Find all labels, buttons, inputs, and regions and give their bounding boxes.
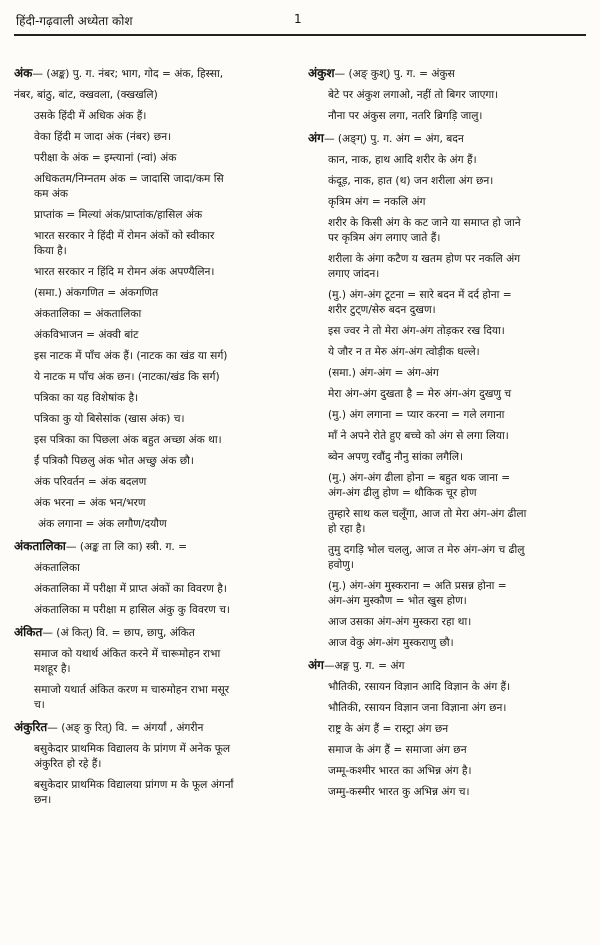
dictionary-entry: [308, 131, 586, 650]
headword: अंग: [308, 131, 324, 145]
entry-line: जम्मू-कश्मीर भारत का अभिन्न अंग है।: [328, 765, 472, 777]
entry-line: मशहूर है।: [34, 663, 71, 675]
entry-line: छन।: [34, 794, 52, 806]
left-column: [14, 66, 292, 815]
entry-line: (समा.) अंकगणित = अंकगणित: [34, 287, 159, 299]
entry-line: अंकतालिका = अंकतालिका: [34, 308, 142, 320]
entry-line: ब्वेन अपणु रवौंदु नौनु सांका लगैलि।: [328, 451, 464, 463]
entry-line: इस नाटक में पाँच अंक हैं। (नाटक का खंड या सर्ग): [34, 350, 228, 362]
entry-line: ये नाटक म पाँच अंक छन। (नाटका/खंड कि सर्ग): [34, 371, 220, 383]
headword-definition: — (अं कित्) वि. = छाप, छापु, अंकित: [42, 627, 195, 639]
entry-line: (मु.) अंग-अंग टूटना = सारे बदन में दर्द होना =: [328, 289, 512, 301]
entry-line: ये जौर न त मेरु अंग-अंग त्वोड़ीक धल्ले।: [328, 346, 480, 358]
entry-line: अंक लगाना = अंक लगौण/दयौण: [38, 518, 167, 530]
entry-headline: [308, 658, 586, 673]
entry-line: परीक्षा के अंक = इम्त्यानां (न्वां) अंक: [34, 152, 177, 164]
entry-line: भौतिकी, रसायन विज्ञान आदि विज्ञान के अंग हैं।: [328, 681, 511, 693]
entry-line: (मु.) अंग लगाना = प्यार करना = गले लगाना: [328, 409, 505, 421]
book-title: हिंदी-गढ़वाली अध्येता कोश: [16, 14, 133, 28]
entry-line: पत्रिका का यह विशेषांक है।: [34, 392, 139, 404]
dictionary-entry: [14, 625, 292, 712]
page-number: 1: [294, 12, 302, 26]
entry-line: अंकतालिका में परीक्षा में प्राप्त अंकों का विवरण है।: [34, 583, 227, 595]
entry-line: (समा.) अंग-अंग = अंग-अंग: [328, 367, 439, 379]
entry-line: किया है।: [34, 245, 67, 257]
entry-line: अंकतालिका: [34, 562, 80, 574]
entry-line: लगाए जांदन।: [328, 268, 380, 280]
entry-line: कंदूड़, नाक, हात (थ) जन शरीला अंग छन।: [328, 175, 494, 187]
entry-line: अंकुरित हो रहे हैं।: [34, 758, 102, 770]
entry-line: शरीर टुट्ण/सेरु बदन दुखण।: [328, 304, 436, 316]
entry-line: बसुकेदार प्राथमिक विद्यालया प्रांगण म के फूल अंगर्नां: [34, 779, 234, 791]
dictionary-entry: [14, 720, 292, 807]
dictionary-entry: [308, 66, 586, 123]
entry-line: राष्ट्र के अंग हैं = रास्ट्रा अंग छन: [328, 723, 449, 735]
entry-line: नंबर, बांठु, बांट, क्खवला, (क्खखलि): [14, 89, 158, 101]
right-column: [308, 66, 586, 807]
entry-line: हवोणु।: [328, 559, 354, 571]
entry-line: अंक भरना = अंक भन/भरण: [34, 497, 146, 509]
entry-line: शरीर के किसी अंग के कट जाने या समाप्त हो जाने: [328, 217, 521, 229]
entry-line: तुमु दगड़ि भोल चललु, आज त मेरु अंग-अंग च ढीलु: [328, 544, 525, 556]
entry-line: आज उसका अंग-अंग मुस्करा रहा था।: [328, 616, 472, 628]
entry-line: मेरा अंग-अंग दुखता है = मेरु अंग-अंग दुखणु च: [328, 388, 512, 400]
entry-line: समाज को यथार्थ अंकित करने में चारूमोहन राभा: [34, 648, 221, 660]
page-header: [14, 6, 586, 36]
headword: अंकुरित: [14, 720, 48, 734]
entry-line: हो रहा है।: [328, 523, 366, 535]
entry-line: आज वेकु अंग-अंग मुस्कराणु छौ।: [328, 637, 454, 649]
entry-line: बेटे पर अंकुश लगाओ, नहीं तो बिगर जाएगा।: [328, 89, 499, 101]
headword-definition: — (अङ् कु रित्) वि. = अंगर्यां , अंगरीन: [47, 722, 204, 734]
headword: अंग: [308, 658, 324, 672]
entry-line: माँ ने अपने रोते हुए बच्चे को अंग से लगा लिया।: [328, 430, 509, 442]
entry-line: नौना पर अंकुस लगा, नतरि ब्रिगड़ि जालु।: [328, 110, 483, 122]
entry-line: कृत्रिम अंग = नकलि अंग: [328, 196, 426, 208]
entry-line: अधिकतम/निम्नतम अंक = जादासि जादा/कम सि: [34, 173, 224, 185]
entry-line: बसुकेदार प्राथमिक विद्यालय के प्रांगण में अनेक फूल: [34, 743, 231, 755]
entry-headline: [14, 720, 292, 735]
entry-line: पत्रिका कु यो बिसेसांक (खास अंक) च।: [34, 413, 185, 425]
entry-line: भारत सरकार ने हिंदी में रोमन अंकों को स्वीकार: [34, 230, 215, 242]
dictionary-entry: [14, 539, 292, 617]
entry-line: अंकतालिका म परीक्षा म हासिल अंकु कु विवरण च।: [34, 604, 230, 616]
entry-line: कान, नाक, हाथ आदि शरीर के अंग हैं।: [328, 154, 477, 166]
entry-line: उसके हिंदी में अधिक अंक हैं।: [34, 110, 147, 122]
headword: अंकतालिका: [14, 539, 66, 553]
headword-definition: — (अङ् कुश्) पु. ग. = अंकुस: [334, 68, 455, 80]
entry-line: कम अंक: [34, 188, 69, 200]
headword-definition: —अङ्ग पु. ग. = अंग: [323, 660, 405, 672]
headword: अंकुश: [308, 66, 335, 80]
entry-line: ईं पत्रिकौ पिछलु अंक भोत अच्छु अंक छौ।: [34, 455, 194, 467]
entry-line: च।: [34, 699, 45, 711]
entry-line: इस पत्रिका का पिछला अंक बहुत अच्छा अंक था।: [34, 434, 222, 446]
entry-headline: [14, 66, 292, 81]
entry-line: इस ज्वर ने तो मेरा अंग-अंग तोड़कर रख दिया।: [328, 325, 505, 337]
entry-line: अंग-अंग ढीलु होण = थौकिक चूर होण: [328, 487, 477, 499]
entry-line: प्राप्तांक = मिल्यां अंक/प्राप्तांक/हासिल अंक: [34, 209, 203, 221]
entry-line: समाजो यथार्त अंकित करण म चारुमोहन राभा मसूर: [34, 684, 230, 696]
entry-line: शरीला के अंगा कटैण य खतम होण पर नकलि अंग: [328, 253, 521, 265]
entry-line: अंक परिवर्तन = अंक बदलण: [34, 476, 147, 488]
dictionary-entry: [308, 658, 586, 799]
headword-definition: — (अङ्ग्) पु. ग. अंग = अंग, बदन: [323, 133, 464, 145]
entry-headline: [14, 625, 292, 640]
entry-headline: [14, 539, 292, 554]
entry-line: (मु.) अंग-अंग ढीला होना = बहुत थक जाना =: [328, 472, 511, 484]
entry-headline: [308, 131, 586, 146]
entry-line: भौतिकी, रसायन विज्ञान जना विज्ञाना अंग छन।: [328, 702, 507, 714]
entry-line: अंग-अंग मुस्कौण = भोत खुस होण।: [328, 595, 467, 607]
entry-line: तुम्हारे साथ कल चलूँगा, आज तो मेरा अंग-अंग ढीला: [328, 508, 527, 520]
entry-line: समाज के अंग हैं = समाजा अंग छन: [328, 744, 467, 756]
headword-definition: — (अङ्क) पु. ग. नंबर; भाग, गोद = अंक, हिस्सा,: [32, 68, 224, 80]
entry-line: (मु.) अंग-अंग मुस्कराना = अति प्रसन्न होना =: [328, 580, 507, 592]
entry-headline: [308, 66, 586, 81]
headword: अंकित: [14, 625, 43, 639]
entry-line: वेका हिंदी म जादा अंक (नंबर) छन।: [34, 131, 172, 143]
entry-line: जम्मु-कस्मीर भारत कु अभिन्न अंग च।: [328, 786, 470, 798]
headword-definition: — (अङ्क ता लि का) स्त्री. ग. =: [65, 541, 188, 553]
headword: अंक: [14, 66, 33, 80]
entry-line: अंकविभाजन = अंक्वी बांट: [34, 329, 139, 341]
entry-line: भारत सरकार न हिंदि म रोमन अंक अपण्यैलिन।: [34, 266, 215, 278]
entry-line: पर कृत्रिम अंग लगाए जाते हैं।: [328, 232, 441, 244]
dictionary-entry: [14, 66, 292, 531]
